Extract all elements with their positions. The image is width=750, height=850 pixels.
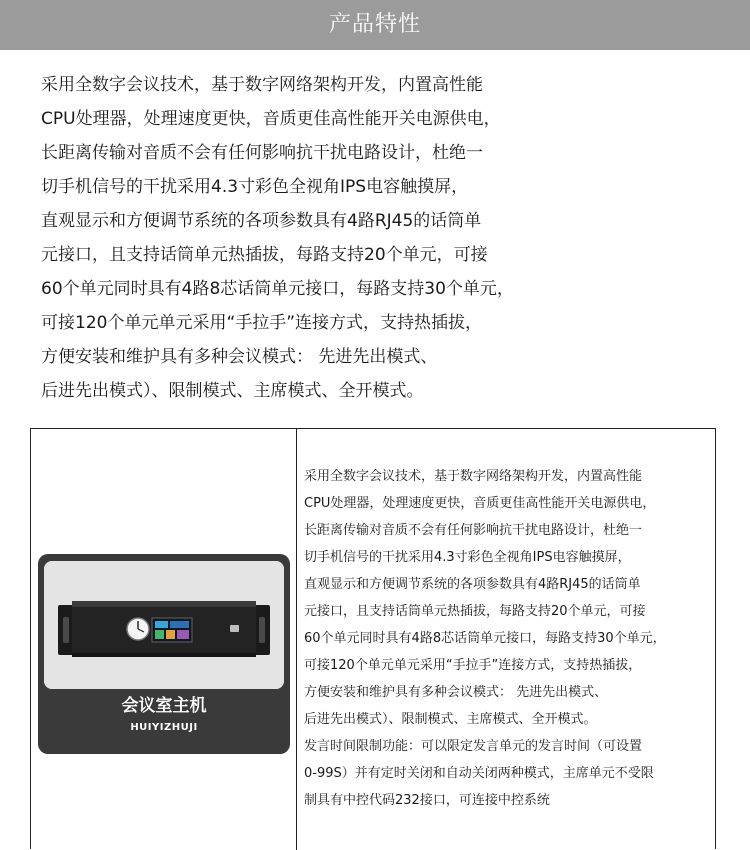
details-line: 切手机信号的干扰采用4.3寸彩色全视角IPS电容触摸屏，	[304, 550, 631, 565]
details-line: 方便安装和维护具有多种会议模式： 先进先出模式、	[304, 685, 608, 700]
product-pinyin: HUIYIZHUJI	[130, 722, 198, 733]
product-card	[38, 554, 290, 754]
details-line: 直观显示和方便调节系统的各项参数具有4路RJ45的话筒单	[304, 577, 641, 592]
product-name: 会议室主机	[121, 696, 207, 716]
details-line: 发言时间限制功能：可以限定发言单元的发言时间（可设置	[304, 739, 643, 754]
details-line: 制具有中控代码232接口，可连接中控系统	[304, 793, 550, 808]
details-line: 可接120个单元单元采用“手拉手”连接方式，支持热插拔，	[304, 658, 642, 673]
details-paragraph	[304, 463, 716, 814]
intro-line: 方便安装和维护具有多种会议模式： 先进先出模式、	[41, 347, 438, 367]
intro-line: 元接口，且支持话筒单元热插拔，每路支持20个单元，可接	[41, 245, 488, 265]
intro-line: 60个单元同时具有4路8芯话筒单元接口，每路支持30个单元，	[41, 279, 514, 299]
intro-line: 采用全数字会议技术，基于数字网络架构开发，内置高性能	[41, 75, 483, 95]
intro-line: 长距离传输对音质不会有任何影响抗干扰电路设计，杜绝一	[41, 143, 483, 163]
intro-line: 直观显示和方便调节系统的各项参数具有4路RJ45的话筒单	[41, 211, 482, 231]
intro-line: CPU处理器，处理速度更快，音质更佳高性能开关电源供电，	[41, 109, 501, 129]
details-line: CPU处理器，处理速度更快，音质更佳高性能开关电源供电，	[304, 496, 656, 511]
details-line: 采用全数字会议技术，基于数字网络架构开发，内置高性能	[304, 469, 643, 484]
intro-line: 可接120个单元单元采用“手拉手”连接方式，支持热插拔，	[41, 313, 483, 333]
intro-line: 切手机信号的干扰采用4.3寸彩色全视角IPS电容触摸屏，	[41, 177, 469, 197]
section-title: 产品特性	[328, 12, 421, 37]
conference-host-device-icon	[44, 561, 284, 689]
details-line: 元接口，且支持话筒单元热插拔，每路支持20个单元，可接	[304, 604, 646, 619]
details-line: 后进先出模式）、限制模式、主席模式、全开模式。	[304, 712, 597, 727]
intro-paragraph	[41, 68, 731, 408]
details-line: 长距离传输对音质不会有任何影响抗干扰电路设计，杜绝一	[304, 523, 643, 538]
section-header	[0, 0, 750, 50]
details-line: 0-99S）并有定时关闭和自动关闭两种模式，主席单元不受限	[304, 766, 654, 781]
intro-line: 后进先出模式）、限制模式、主席模式、全开模式。	[41, 381, 424, 401]
details-line: 60个单元同时具有4路8芯话筒单元接口，每路支持30个单元，	[304, 631, 666, 646]
column-divider	[296, 429, 297, 850]
product-photo	[44, 561, 284, 689]
spec-table	[30, 428, 716, 849]
